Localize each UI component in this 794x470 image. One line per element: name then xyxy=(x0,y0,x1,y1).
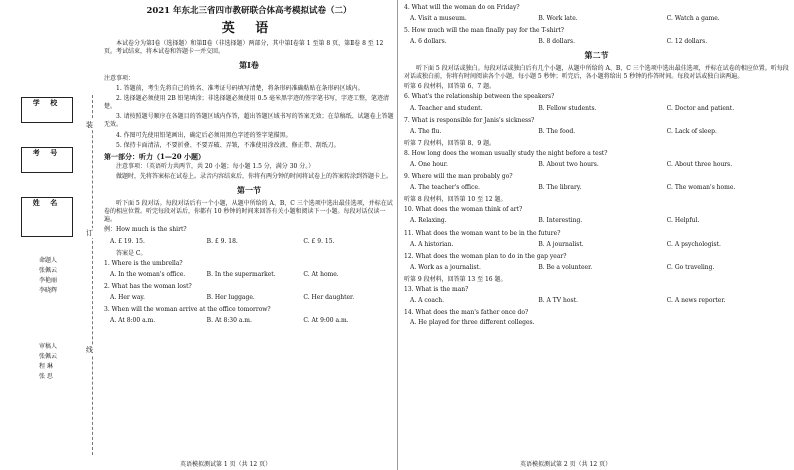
question-10: 10. What does the woman think of art? xyxy=(404,206,523,214)
option-a: A. Her way. xyxy=(110,294,145,302)
reviewer-label: 审稿人 xyxy=(39,343,58,350)
notice-item: 3. 请按照题号顺序在各题目的答题区域内作答，超出答题区域书写的答案无效；在草稿纸、试题卷上答题无效。 xyxy=(104,113,394,129)
section-1-directions: 听下面 5 段对话。每段对话后有一个小题，从题中所给的 A、B、C 三个选项中选出最佳选项，并标在试卷的相应位置。听完每段对话后，你都有 10 秒钟的时间来回答有关小题和阅读下一小题。每段对话仅读一遍。 xyxy=(104,200,393,224)
intro-text: 本试卷分为第Ⅰ卷（选择题）和第Ⅱ卷（非选择题）两部分，其中第Ⅰ卷第 1 至第 8 页，第Ⅱ卷 8 至 12 页。考试结束，将本试卷和答题卡一并交回。 xyxy=(104,40,384,56)
question-13: 13. What is the man? xyxy=(404,286,469,294)
question-3-options xyxy=(110,317,394,325)
option-a: A. Relaxing. xyxy=(410,217,447,225)
option-c: C. Go traveling. xyxy=(666,263,715,271)
part-1-note: 注意事项：（英语听力共两节，共 20 小题；每小题 1.5 分，满分 30 分。） xyxy=(116,163,315,171)
option-b: B. Be a volunteer. xyxy=(538,263,593,271)
exam-number-field[interactable] xyxy=(21,147,73,173)
question-8: 8. How long does the woman usually study the night before a test? xyxy=(404,149,608,157)
option-b: B. The library. xyxy=(538,184,582,192)
name-field[interactable] xyxy=(21,197,73,237)
option-b: B. £ 9. 18. xyxy=(206,237,238,245)
question-13-options xyxy=(410,297,789,305)
page-1-footer: 英语模拟测试第 1 页（共 12 页） xyxy=(180,461,272,468)
author-list xyxy=(39,256,57,296)
option-c: C. £ 9. 15. xyxy=(303,237,335,245)
question-11: 11. What does the woman want to be in the future? xyxy=(404,229,561,237)
volume-1-heading: 第Ⅰ卷 xyxy=(239,60,259,71)
section-2-directions: 听下面 5 段对话或独白。每段对话或独白后有几个小题，从题中所给的 A、B、C 三个选项中选出最佳选项，并标在试卷的相应位置。听每段对话或独白前，你将有时间阅读各个小题，每小题 5 秒钟；听完后，各小题将给出 5 秒钟的作答时间。每段对话或独白读两遍。 xyxy=(404,65,789,81)
option-b: B. Work late. xyxy=(538,15,578,23)
material-6-note: 听第 6 段材料，回答第 6、7 题。 xyxy=(404,83,496,91)
option-b: B. The food. xyxy=(538,127,576,135)
question-4-options xyxy=(410,15,789,23)
option-a: A. A historian. xyxy=(410,240,454,248)
cut-line xyxy=(92,95,93,455)
option-a: A. Visit a museum. xyxy=(410,15,467,23)
option-a: A. The teacher's office. xyxy=(410,184,480,192)
name-label: 姓 名 xyxy=(32,198,62,207)
option-c: C. Doctor and patient. xyxy=(666,104,735,112)
question-1: 1. Where is the umbrella? xyxy=(104,259,183,267)
section-1-heading: 第一节 xyxy=(237,185,261,196)
question-14-option-a: A. He played for three different colleges. xyxy=(410,319,535,327)
option-c: C. The woman's home. xyxy=(666,184,736,192)
notice-item: 4. 作图可先使用铅笔画出，确定后必须用黑色字迹的签字笔描黑。 xyxy=(116,131,292,139)
option-b: B. At 8:30 a.m. xyxy=(206,317,252,325)
part-1-intro: 做题时，先将答案标在试卷上。录音内容结束后，你将有两分钟的时间将试卷上的答案转涂到答题卡上。 xyxy=(116,173,393,181)
question-7-options xyxy=(410,128,789,136)
author-name: 李艳丽 xyxy=(39,277,58,284)
exam-page-2 xyxy=(404,2,789,329)
school-label: 学 校 xyxy=(32,98,62,107)
option-a: A. A coach. xyxy=(410,297,445,305)
option-a: A. The flu. xyxy=(410,127,442,135)
question-9: 9. Where will the man probably go? xyxy=(404,173,513,181)
option-b: B. Interesting. xyxy=(538,217,583,225)
option-b: B. Her luggage. xyxy=(206,294,255,302)
author-name: 张佩云 xyxy=(39,267,58,274)
option-c: C. Lack of sleep. xyxy=(666,127,717,135)
option-b: B. In the supermarket. xyxy=(206,270,276,278)
question-6: 6. What's the relationship between the speakers? xyxy=(404,93,555,101)
page-2-footer: 英语模拟测试第 2 页（共 12 页） xyxy=(520,461,612,468)
option-c: C. At home. xyxy=(303,270,339,278)
reviewer-name: 程 琳 xyxy=(39,363,53,370)
reviewer-list xyxy=(39,342,57,382)
notice-item: 1. 答题前，考生先将自己的姓名、准考证号码填写清楚，将条形码准确粘贴在条形码区域内。 xyxy=(116,85,364,93)
question-10-options xyxy=(410,217,789,225)
question-12-options xyxy=(410,264,789,272)
question-2-options xyxy=(110,294,394,302)
reviewer-name: 张 思 xyxy=(39,373,53,380)
exam-title: 2021 年东北三省四市教研联合体高考模拟试卷（二） xyxy=(146,6,352,16)
option-c: C. Watch a game. xyxy=(666,15,720,23)
option-a: A. £ 19. 15. xyxy=(110,237,145,245)
option-a: A. One hour. xyxy=(410,161,448,169)
question-9-options xyxy=(410,184,789,192)
question-3: 3. When will the woman arrive at the office tomorrow? xyxy=(104,306,271,314)
option-b: B. A TV host. xyxy=(538,297,578,305)
material-7-note: 听第 7 段材料，回答第 8、9 题。 xyxy=(404,139,496,147)
material-8-note: 听第 8 段材料，回答第 10 至 12 题。 xyxy=(404,196,507,204)
option-c: C. A psychologist. xyxy=(666,240,721,248)
question-14: 14. What does the man's father once do? xyxy=(404,309,529,317)
cut-char-1: 装 xyxy=(86,121,93,129)
cut-char-2: 订 xyxy=(86,229,93,237)
option-b: B. Fellow students. xyxy=(538,104,597,112)
option-b: B. A journalist. xyxy=(538,240,584,248)
option-a: A. 6 dollars. xyxy=(410,38,447,46)
example-answer: 答案是 C。 xyxy=(116,249,147,257)
section-2-heading: 第二节 xyxy=(584,50,609,61)
exam-number-label: 考 号 xyxy=(32,148,62,157)
part-1-heading: 第一部分：听力（1—20 小题） xyxy=(104,151,206,161)
binding-margin xyxy=(0,0,104,470)
author-label: 命题人 xyxy=(39,257,58,264)
option-c: C. At 9:00 a.m. xyxy=(303,317,349,325)
option-a: A. At 8:00 a.m. xyxy=(110,317,156,325)
option-b: B. About two hours. xyxy=(538,161,599,169)
question-4: 4. What will the woman do on Friday? xyxy=(404,4,520,11)
example-question: 例：How much is the shirt? xyxy=(104,226,187,234)
option-c: C. Her daughter. xyxy=(303,294,355,302)
exam-page-1 xyxy=(104,2,394,329)
reviewer-name: 张佩云 xyxy=(39,353,58,360)
question-5-options xyxy=(410,38,789,46)
question-1-options xyxy=(110,271,394,279)
option-a: A. In the woman's office. xyxy=(110,270,186,278)
option-b: B. 8 dollars. xyxy=(538,38,575,46)
author-name: 李晓辉 xyxy=(39,287,58,294)
option-a: A. Work as a journalist. xyxy=(410,263,481,271)
question-6-options xyxy=(410,105,789,113)
option-c: C. Helpful. xyxy=(666,217,700,225)
option-c: C. 12 dollars. xyxy=(666,38,708,46)
question-12: 12. What does the woman plan to do in the gap year? xyxy=(404,252,567,260)
notice-item: 5. 保持卡面清洁，不要折叠、不要弄破、弄皱，不准使用涂改液、修正带、刮纸刀。 xyxy=(116,141,340,149)
subject-title: 英 语 xyxy=(221,21,277,37)
question-8-options xyxy=(410,161,789,169)
question-2: 2. What has the woman lost? xyxy=(104,282,192,290)
material-9-note: 听第 9 段材料，回答第 13 至 16 题。 xyxy=(404,275,507,283)
example-options xyxy=(110,238,394,246)
option-a: A. Teacher and student. xyxy=(410,104,483,112)
school-field[interactable] xyxy=(21,97,73,123)
cut-char-3: 线 xyxy=(86,346,93,354)
page-divider xyxy=(397,0,398,470)
question-11-options xyxy=(410,241,789,249)
notice-heading: 注意事项： xyxy=(104,75,135,82)
question-7: 7. What is responsible for Janis's sickness? xyxy=(404,116,535,124)
notice-item: 2. 选择题必须使用 2B 铅笔填涂；非选择题必须使用 0.5 毫米黑字迹的签字笔书写，字迹工整，笔迹清楚。 xyxy=(104,95,390,111)
question-5: 5. How much will the man finally pay for the T-shirt? xyxy=(404,27,565,35)
option-c: C. About three hours. xyxy=(666,161,733,169)
option-c: C. A news reporter. xyxy=(666,297,726,305)
